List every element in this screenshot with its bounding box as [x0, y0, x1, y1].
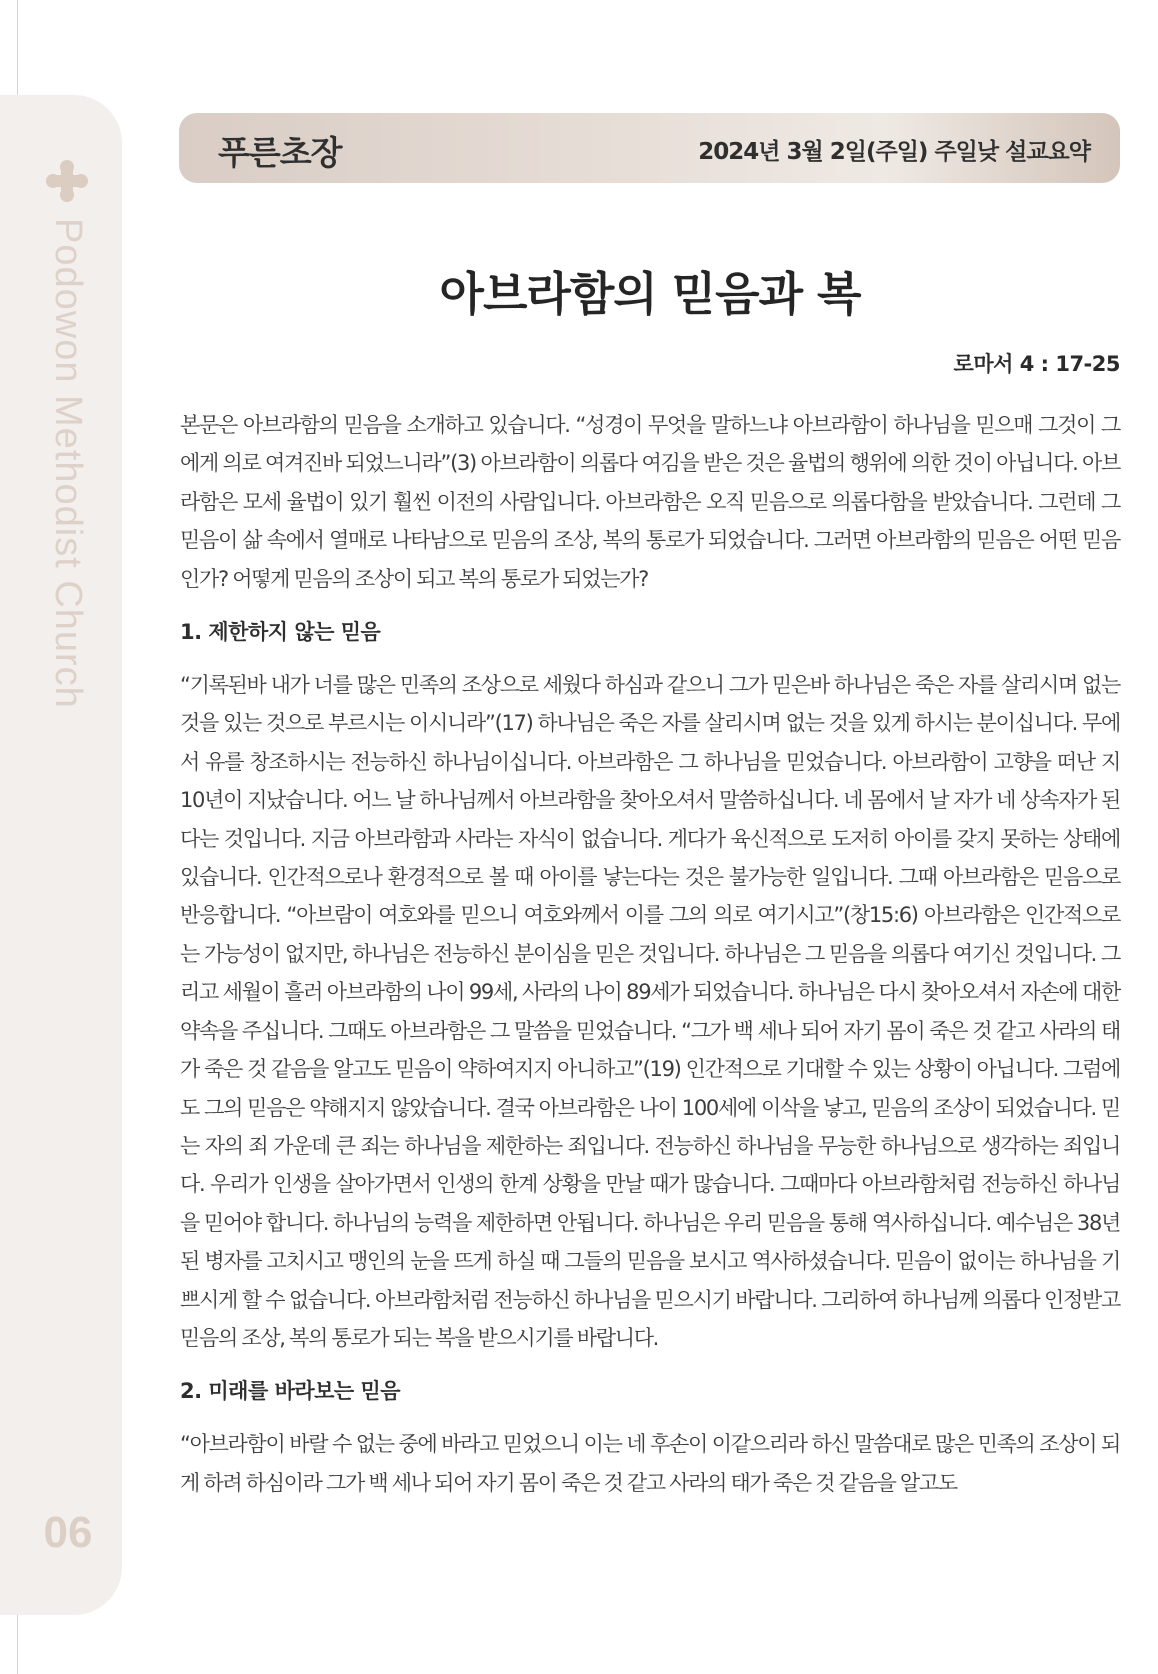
section-heading-2: 2. 미래를 바라보는 믿음 — [180, 1379, 401, 1404]
intro-paragraph: 본문은 아브라함의 믿음을 소개하고 있습니다. “성경이 무엇을 말하느냐 아브라함이 하나님을 믿으매 그것이 그에게 의로 여겨진바 되었느니라”(3) 아브라함이 의롭다 여김을 받은 것은 율법의 행위에 의한 것이 아닙니다. 아브라함은 모세 율법이 있기 훨씬 이전의 사람입니다. 아브라함은 오직 믿음으로 의롭다함을 받았습니다. 그런데 그 믿음이 삶 속에서 열매로 나타남으로 믿음의 조상, 복의 통로가 되었습니다. 그러면 아브라함의 믿음은 어떤 믿음인가? 어떻게 믿음의 조상이 되고 복의 통로가 되었는가? — [180, 413, 1120, 591]
header-bar — [179, 113, 1120, 183]
church-name-vertical: Podowon Methodist Church — [47, 218, 89, 709]
sermon-date: 2024년 3월 2일(주일) 주일낮 설교요약 — [698, 139, 1090, 165]
sermon-body — [180, 406, 1120, 1502]
section-body-2: “아브라함이 바랄 수 없는 중에 바라고 믿었으니 이는 네 후손이 이같으리라 하신 말씀대로 많은 민족의 조상이 되게 하려 하심이라 그가 백 세나 되어 자기 몸이 죽은 것 같고 사라의 태가 죽은 것 같음을 알고도 — [180, 1432, 1120, 1495]
cross-icon — [44, 158, 90, 204]
sermon-title: 아브라함의 믿음과 복 — [439, 267, 861, 321]
page-number: 06 — [43, 1508, 93, 1557]
section-name: 푸른초장 — [218, 133, 342, 172]
section-body-1: “기록된바 내가 너를 많은 민족의 조상으로 세웠다 하심과 같으니 그가 믿은바 하나님은 죽은 자를 살리시며 없는 것을 있는 것으로 부르시는 이시니라”(17) 하나님은 죽은 자를 살리시며 없는 것을 있게 하시는 분이십니다. 무에서 유를 창조하시는 전능하신 하나님이십니다. 아브라함은 그 하나님을 믿었습니다. 아브라함이 고향을 떠난 지 10년이 지났습니다. 어느 날 하나님께서 아브라함을 찾아오셔서 말씀하십니다. 네 몸에서 날 자가 네 상속자가 된다는 것입니다. 지금 아브라함과 사라는 자식이 없습니다. 게다가 육신적으로 도저히 아이를 갖지 못하는 상태에 있습니다. 인간적으로나 환경적으로 볼 때 아이를 낳는다는 것은 불가능한 일입니다. 그때 아브라함은 믿음으로 반응합니다. “아브람이 여호와를 믿으니 여호와께서 이를 그의 의로 여기시고”(창15:6) 아브라함은 인간적으로는 가능성이 없지만, 하나님은 전능하신 분이심을 믿은 것입니다. 하나님은 그 믿음을 의롭다 여기신 것입니다. 그리고 세월이 흘러 아브라함의 나이 99세, 사라의 나이 89세가 되었습니다. 하나님은 다시 찾아오셔서 자손에 대한 약속을 주십니다. 그때도 아브라함은 그 말씀을 믿었습니다. “그가 백 세나 되어 자기 몸이 죽은 것 같고 사라의 태가 죽은 것 같음을 알고도 믿음이 약하여지지 아니하고”(19) 인간적으로 기대할 수 있는 상황이 아닙니다. 그럼에도 그의 믿음은 약해지지 않았습니다. 결국 아브라함은 나이 100세에 이삭을 낳고, 믿음의 조상이 되었습니다. 믿는 자의 죄 가운데 큰 죄는 하나님을 제한하는 죄입니다. 전능하신 하나님을 무능한 하나님으로 생각하는 죄입니다. 우리가 인생을 살아가면서 인생의 한계 상황을 만날 때가 많습니다. 그때마다 아브라함처럼 전능하신 하나님을 믿어야 합니다. 하나님의 능력을 제한하면 안됩니다. 하나님은 우리 믿음을 통해 역사하십니다. 예수님은 38년된 병자를 고치시고 맹인의 눈을 뜨게 하실 때 그들의 믿음을 보시고 역사하셨습니다. 믿음이 없이는 하나님을 기쁘시게 할 수 없습니다. 아브라함처럼 전능하신 하나님을 믿으시기 바랍니다. 그리하여 하나님께 의롭다 인정받고 믿음의 조상, 복의 통로가 되는 복을 받으시기를 바랍니다. — [180, 673, 1120, 1350]
section-heading-1: 1. 제한하지 않는 믿음 — [180, 620, 381, 645]
scripture-reference: 로마서 4 : 17-25 — [953, 352, 1120, 376]
